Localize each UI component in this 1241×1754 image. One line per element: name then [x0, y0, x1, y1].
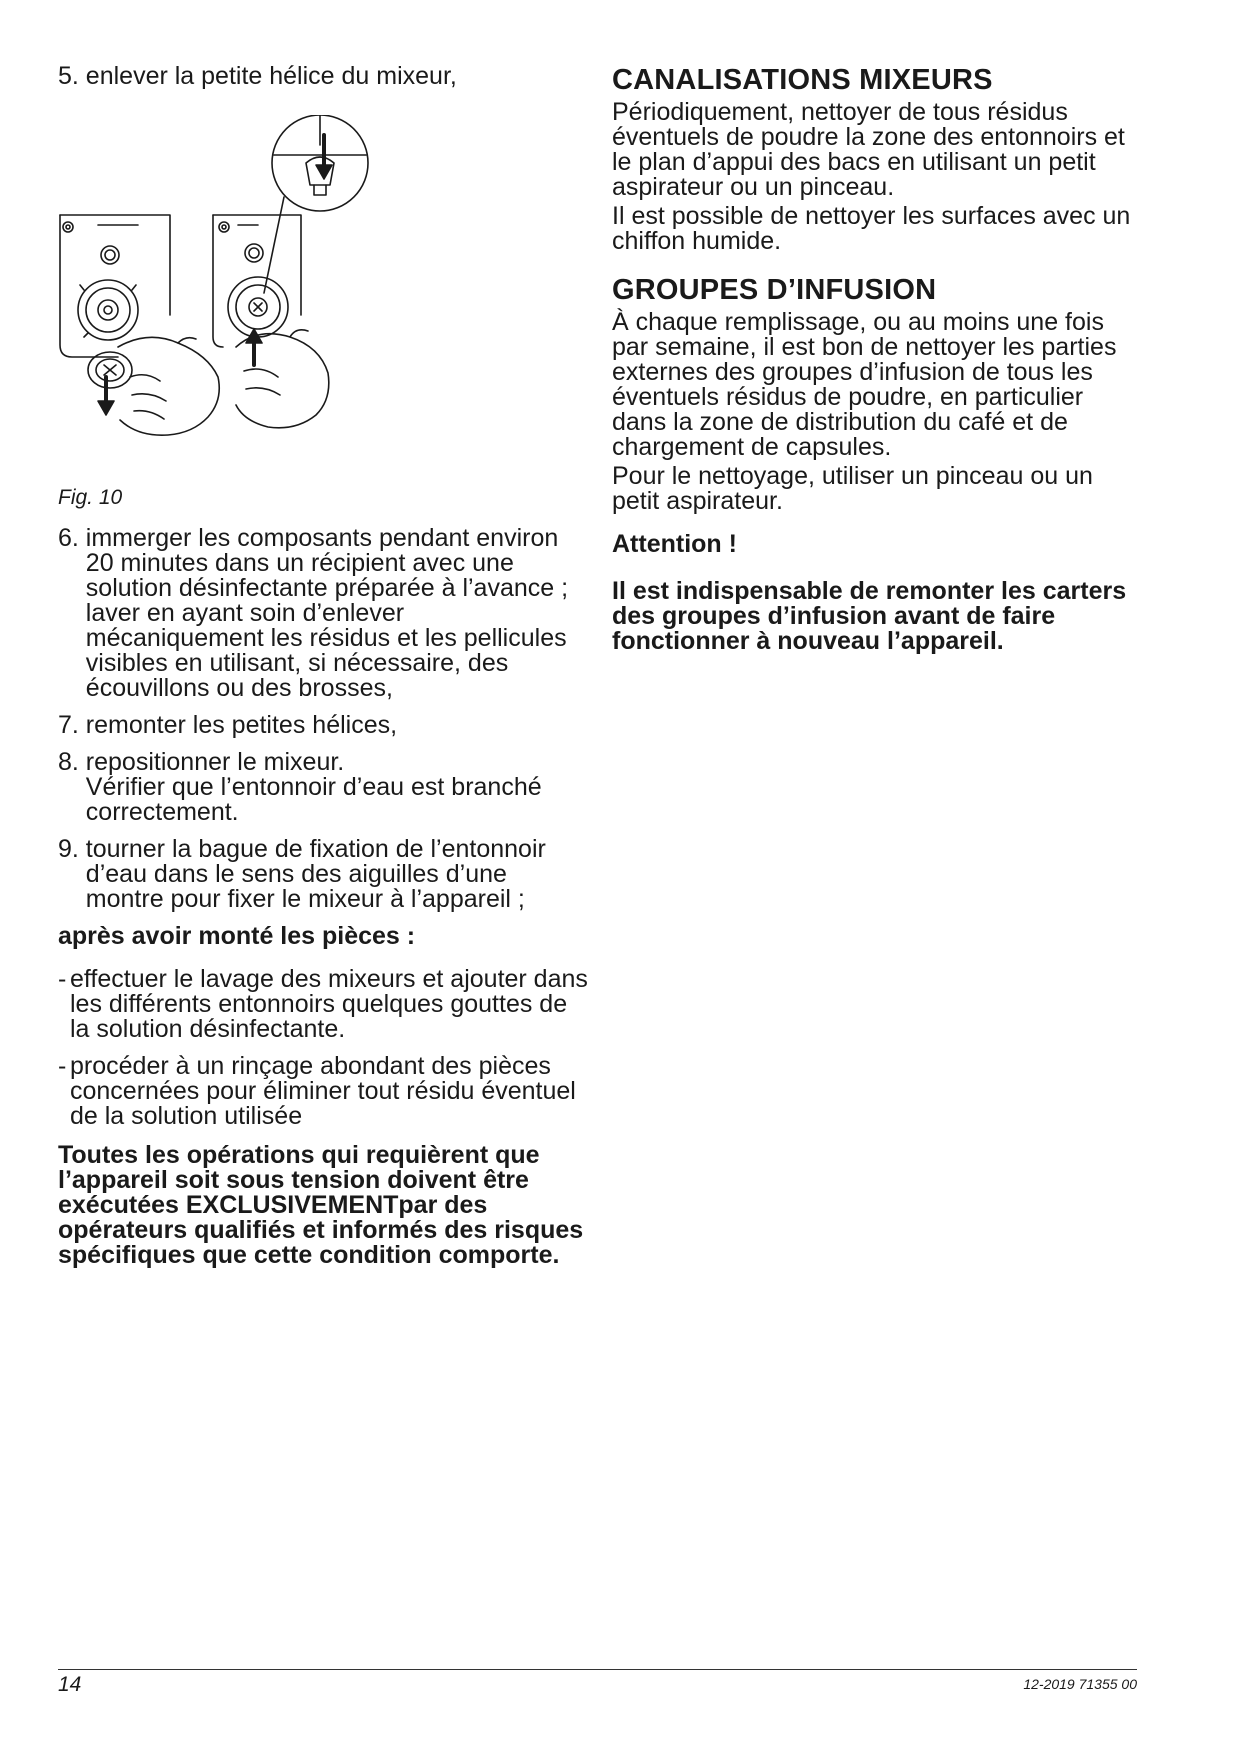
step-text: enlever la petite hélice du mixeur, — [85, 62, 457, 90]
step-7 — [58, 713, 588, 738]
bullet-item — [58, 1054, 588, 1129]
page-number: 14 — [58, 1673, 82, 1696]
bullet-text: effectuer le lavage des mixeurs et ajouter dans les différents entonnoirs quelques gouttes de la solution désinfectante. — [70, 965, 588, 1043]
paragraph: Il est possible de nettoyer les surfaces avec un chiffon humide. — [612, 202, 1131, 255]
left-column — [58, 64, 588, 1268]
right-column — [612, 64, 1137, 654]
bullet-mark: - — [58, 965, 67, 993]
step-number: 6. — [58, 524, 86, 552]
step-5 — [58, 64, 588, 89]
step-text-block — [86, 750, 588, 825]
document-code: 12-2019 71355 00 — [1023, 1676, 1137, 1692]
step-6 — [58, 526, 588, 701]
step-number: 5. — [58, 62, 86, 90]
after-assembly-heading: après avoir monté les pièces : — [58, 922, 416, 950]
step-8 — [58, 750, 588, 825]
mixer-propeller-removal-illustration — [58, 115, 458, 465]
step-text: tourner la bague de fixation de l’entonnoir d’eau dans le sens des aiguilles d’une montre pour fixer le mixeur à l’appareil ; — [85, 835, 546, 913]
step-text: repositionner le mixeur. — [85, 748, 345, 776]
figure-caption: Fig. 10 — [58, 486, 123, 509]
step-text-continued: Vérifier que l’entonnoir d’eau est branché correctement. — [85, 773, 542, 826]
bullet-mark: - — [58, 1052, 67, 1080]
bullet-item — [58, 967, 588, 1042]
bullet-text: procéder à un rinçage abondant des pièces concernées pour éliminer tout résidu éventuel de la solution utilisée — [70, 1052, 576, 1130]
safety-warning: Toutes les opérations qui requièrent que l’appareil soit sous tension doivent être exécutées EXCLUSIVEMENTpar des opérateurs qualifiés et informés des risques spécifiques que cette condition comporte. — [58, 1141, 584, 1269]
step-text: immerger les composants pendant environ 20 minutes dans un récipient avec une solution désinfectante préparée à l’avance ; laver en ayant soin d’enlever mécaniquement les résidus et les pellicules visibles en utilisant, si nécessaire, des écouvillons ou des brosses, — [85, 524, 569, 702]
step-number: 7. — [58, 711, 86, 739]
section-heading-canalisations: CANALISATIONS MIXEURS — [612, 64, 993, 96]
step-number: 9. — [58, 835, 86, 863]
section-heading-groupes: GROUPES D’INFUSION — [612, 274, 937, 306]
attention-text: Il est indispensable de remonter les carters des groupes d’infusion avant de faire fonctionner à nouveau l’appareil. — [612, 577, 1127, 655]
paragraph: Pour le nettoyage, utiliser un pinceau ou un petit aspirateur. — [612, 462, 1093, 515]
footer-divider — [58, 1669, 1137, 1670]
paragraph: À chaque remplissage, ou au moins une fois par semaine, il est bon de nettoyer les parties externes des groupes d’infusion de tous les éventuels résidus de poudre, en particulier dans la zone de distribution du café et de chargement de capsules. — [612, 308, 1117, 461]
paragraph: Périodiquement, nettoyer de tous résidus éventuels de poudre la zone des entonnoirs et le plan d’appui des bacs en utilisant un petit aspirateur ou un pinceau. — [612, 98, 1125, 201]
attention-title: Attention ! — [612, 530, 737, 558]
step-9 — [58, 837, 588, 912]
step-number: 8. — [58, 748, 86, 776]
step-text: remonter les petites hélices, — [85, 711, 398, 739]
